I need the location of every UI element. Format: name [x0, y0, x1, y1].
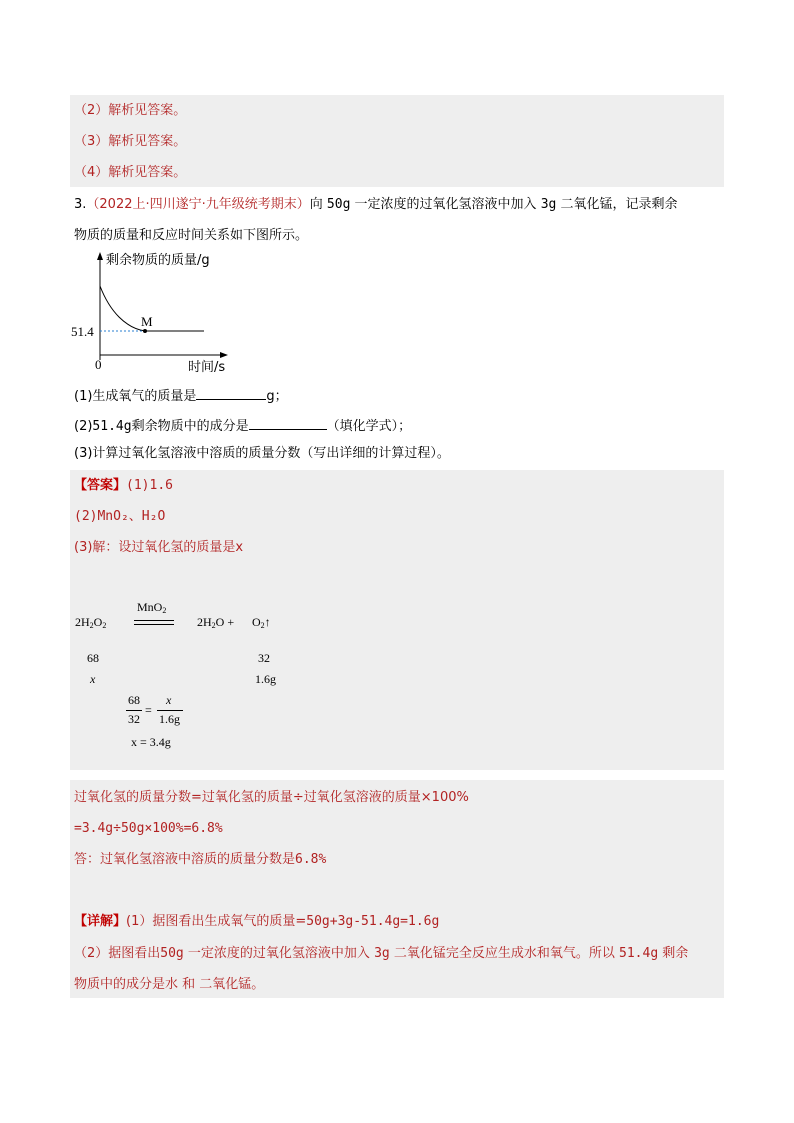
mass-curve	[100, 286, 145, 331]
mass-time-graph	[66, 250, 236, 375]
detail-1-text: (1）据图看出生成氧气的质量=	[126, 914, 307, 929]
answer-blank-2[interactable]	[249, 415, 327, 430]
answer-blank-1[interactable]	[196, 385, 266, 400]
answer-2: (2)MnO₂、H₂O	[74, 509, 166, 524]
y-axis-arrow-icon	[97, 252, 103, 260]
answer-1: (1)1.6	[126, 478, 173, 493]
answer-block-2	[70, 780, 724, 998]
conclusion-value: 6.8%	[295, 852, 327, 867]
question-number: 3.	[74, 197, 87, 212]
fraction-1-bar	[126, 710, 142, 711]
y-axis-label: 剩余物质的质量/g	[106, 253, 210, 268]
equation-result: x = 3.4g	[131, 735, 171, 749]
sub-question-1-unit: g；	[266, 389, 288, 404]
given-mass-right: 1.6g	[255, 672, 276, 686]
equation-reactant: $2H_2O_2$	[75, 615, 107, 630]
relative-mass-right: 32	[258, 651, 270, 665]
question-text-a: 向	[309, 197, 323, 212]
answer-4-line: （4）解析见答案。	[74, 165, 187, 180]
answer-2-line: （2）解析见答案。	[74, 103, 187, 118]
question-mass-a: 50g	[326, 197, 351, 212]
fraction-equals: =	[145, 703, 152, 717]
conclusion-text: 答：过氧化氢溶液中溶质的质量分数是	[74, 852, 296, 867]
fraction-2-bar	[157, 710, 183, 711]
sub-question-3: (3)计算过氧化氢溶液中溶质的质量分数（写出详细的计算过程）。	[74, 446, 450, 461]
sub-question-2	[74, 415, 411, 435]
calc-line: =3.4g÷50g×100%=6.8%	[74, 821, 223, 836]
equation-product-1: $2H_2O$ +	[197, 615, 235, 630]
detail-tag: 【详解】	[74, 914, 127, 929]
question-line-2: 物质的质量和反应时间关系如下图所示。	[74, 228, 309, 243]
equation-catalyst: MnO$_2$	[137, 600, 167, 615]
question-mass-b: 3g	[540, 197, 557, 212]
question-text-b: 一定浓度的过氧化氢溶液中加入	[354, 197, 537, 212]
fraction-2-numerator: x	[166, 693, 172, 707]
point-m-marker	[143, 329, 147, 333]
question-line-1	[74, 197, 678, 213]
unknown-left: x	[90, 672, 96, 686]
fraction-1-numerator: 68	[128, 693, 140, 707]
sub-question-2-hint: （填化学式）；	[326, 419, 412, 434]
sub-question-2-mass: 51.4g	[92, 419, 132, 434]
answer-3: (3)解：设过氧化氢的质量是x	[74, 540, 244, 555]
question-text-c: 二氧化锰，记录剩余	[560, 197, 678, 212]
conclusion-line	[74, 852, 326, 868]
answer-tag: 【答案】	[74, 478, 127, 493]
sub-question-1-text: (1)生成氧气的质量是	[74, 389, 197, 404]
detail-line-2: （2）据图看出50g 一定浓度的过氧化氢溶液中加入 3g 二氧化锰完全反应生成水和氧气。所以 51.4g 剩余	[74, 946, 689, 961]
question-source: （2022上·四川遂宁·九年级统考期末）	[86, 197, 310, 212]
answer-line-1	[74, 478, 173, 494]
origin-label: 0	[95, 357, 102, 372]
y-value-label: 51.4	[71, 324, 94, 339]
formula-line: 过氧化氢的质量分数=过氧化氢的质量÷过氧化氢溶液的质量×100%	[74, 790, 469, 805]
equation-double-line	[134, 620, 174, 625]
detail-line-1	[74, 914, 439, 930]
x-axis-label: 时间/s	[188, 360, 226, 375]
fraction-2-denominator: 1.6g	[159, 712, 180, 726]
point-m-label: M	[141, 314, 153, 329]
sub-question-2-num: (2)	[74, 419, 93, 434]
relative-mass-left: 68	[87, 651, 99, 665]
answer-3-line: （3）解析见答案。	[74, 134, 187, 149]
x-axis-arrow-icon	[220, 352, 228, 358]
equation-product-2: $O_2↑$	[252, 615, 271, 630]
detail-line-3: 物质中的成分是水 和 二氧化锰。	[74, 977, 265, 992]
detail-1-calc: 50g+3g-51.4g=1.6g	[306, 914, 440, 929]
sub-question-1	[74, 385, 288, 405]
sub-question-2-text: 剩余物质中的成分是	[131, 419, 249, 434]
fraction-1-denominator: 32	[128, 712, 140, 726]
